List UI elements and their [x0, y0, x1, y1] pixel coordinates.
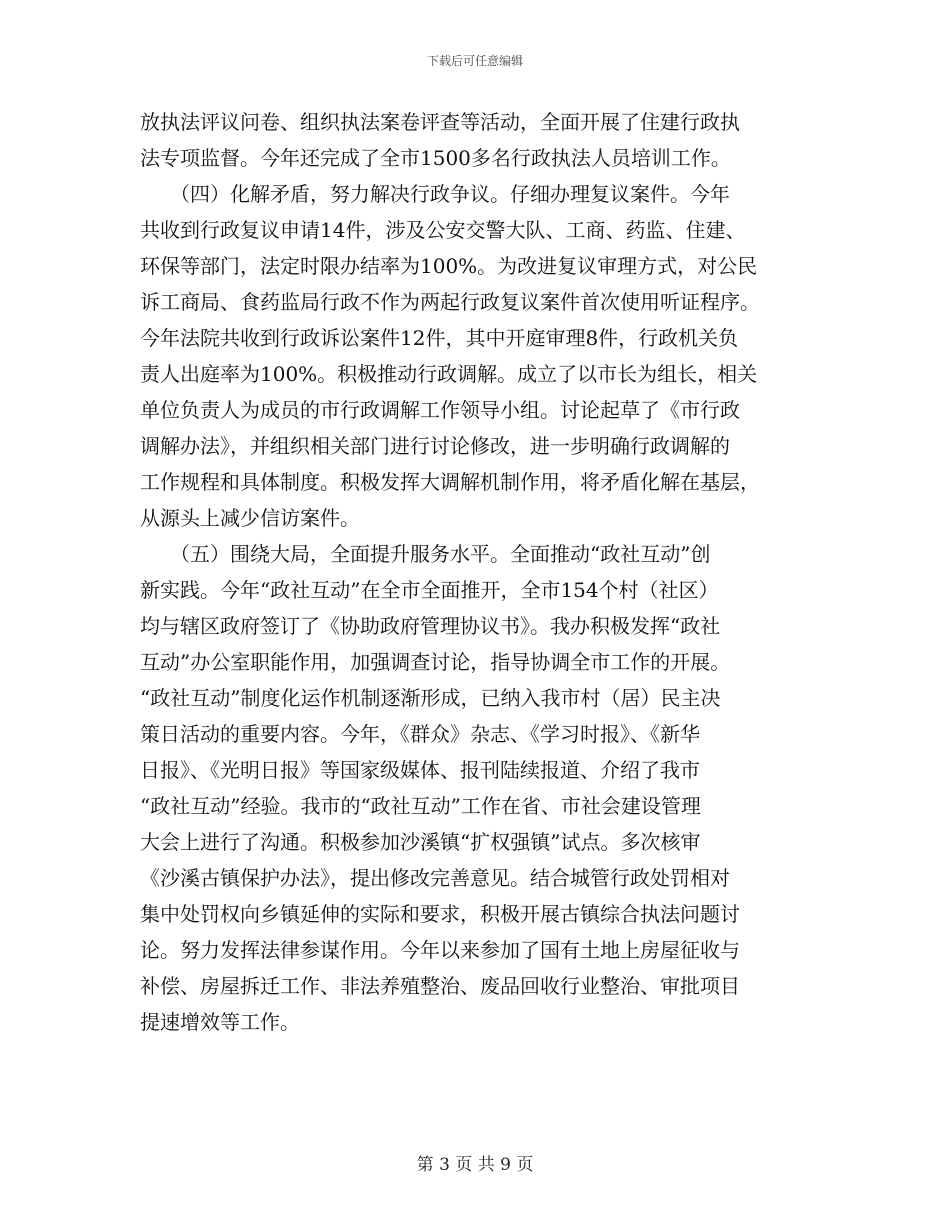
body-line: 集中处罚权向乡镇延伸的实际和要求，积极开展古镇综合执法问题讨	[140, 902, 740, 926]
body-line: 调解办法》，并组织相关部门进行讨论修改，进一步明确行政调解的	[140, 434, 730, 458]
body-line: “政社互动”经验。我市的“政社互动”工作在省、市社会建设管理	[140, 794, 701, 818]
body-line: 从源头上减少信访案件。	[140, 506, 360, 530]
page-number: 第 3 页 共 9 页	[416, 1155, 534, 1175]
document-body	[140, 104, 800, 1040]
body-line: 单位负责人为成员的市行政调解工作领导小组。讨论起草了《市行政	[140, 398, 740, 422]
body-line: 法专项监督。今年还完成了全市1500多名行政执法人员培训工作。	[140, 146, 731, 170]
body-line: 日报》、《光明日报》等国家级媒体、报刊陆续报道、介绍了我市	[140, 758, 700, 782]
body-line: （五）围绕大局，全面提升服务水平。全面推动“政社互动”创	[140, 542, 711, 566]
body-line: 论。努力发挥法律参谋作用。今年以来参加了国有土地上房屋征收与	[140, 938, 740, 962]
body-line: 诉工商局、食药监局行政不作为两起行政复议案件首次使用听证程序。	[140, 290, 760, 314]
page-header: 下载后可任意编辑	[426, 54, 523, 68]
body-line: 均与辖区政府签订了《协助政府管理协议书》。我办积极发挥“政社	[140, 614, 721, 638]
body-line: 放执法评议问卷、组织执法案卷评查等活动，全面开展了住建行政执	[140, 110, 740, 134]
body-line: 新实践。今年“政社互动”在全市全面推开，全市154个村（社区）	[140, 578, 719, 602]
body-line: 大会上进行了沟通。积极参加沙溪镇“扩权强镇”试点。多次核审	[140, 830, 701, 854]
body-line: “政社互动”制度化运作机制逐渐形成，已纳入我市村（居）民主决	[140, 686, 721, 710]
body-line: 互动”办公室职能作用，加强调查讨论，指导协调全市工作的开展。	[140, 650, 731, 674]
body-line: 责人出庭率为100%。积极推动行政调解。成立了以市长为组长，相关	[140, 362, 758, 386]
body-line: 《沙溪古镇保护办法》，提出修改完善意见。结合城管行政处罚相对	[140, 866, 730, 890]
body-line: 今年法院共收到行政诉讼案件12件，其中开庭审理8件，行政机关负	[140, 326, 739, 350]
body-line: 提速增效等工作。	[140, 1010, 300, 1034]
body-line: （四）化解矛盾，努力解决行政争议。仔细办理复议案件。今年	[140, 182, 730, 206]
body-line: 补偿、房屋拆迁工作、非法养殖整治、废品回收行业整治、审批项目	[140, 974, 740, 998]
body-line: 策日活动的重要内容。今年，《群众》杂志、《学习时报》、《新华	[140, 722, 700, 746]
body-line: 工作规程和具体制度。积极发挥大调解机制作用，将矛盾化解在基层，	[140, 470, 760, 494]
body-line: 环保等部门，法定时限办结率为100%。为改进复议审理方式，对公民	[140, 254, 758, 278]
body-line: 共收到行政复议申请14件，涉及公安交警大队、工商、药监、住建、	[140, 218, 746, 242]
